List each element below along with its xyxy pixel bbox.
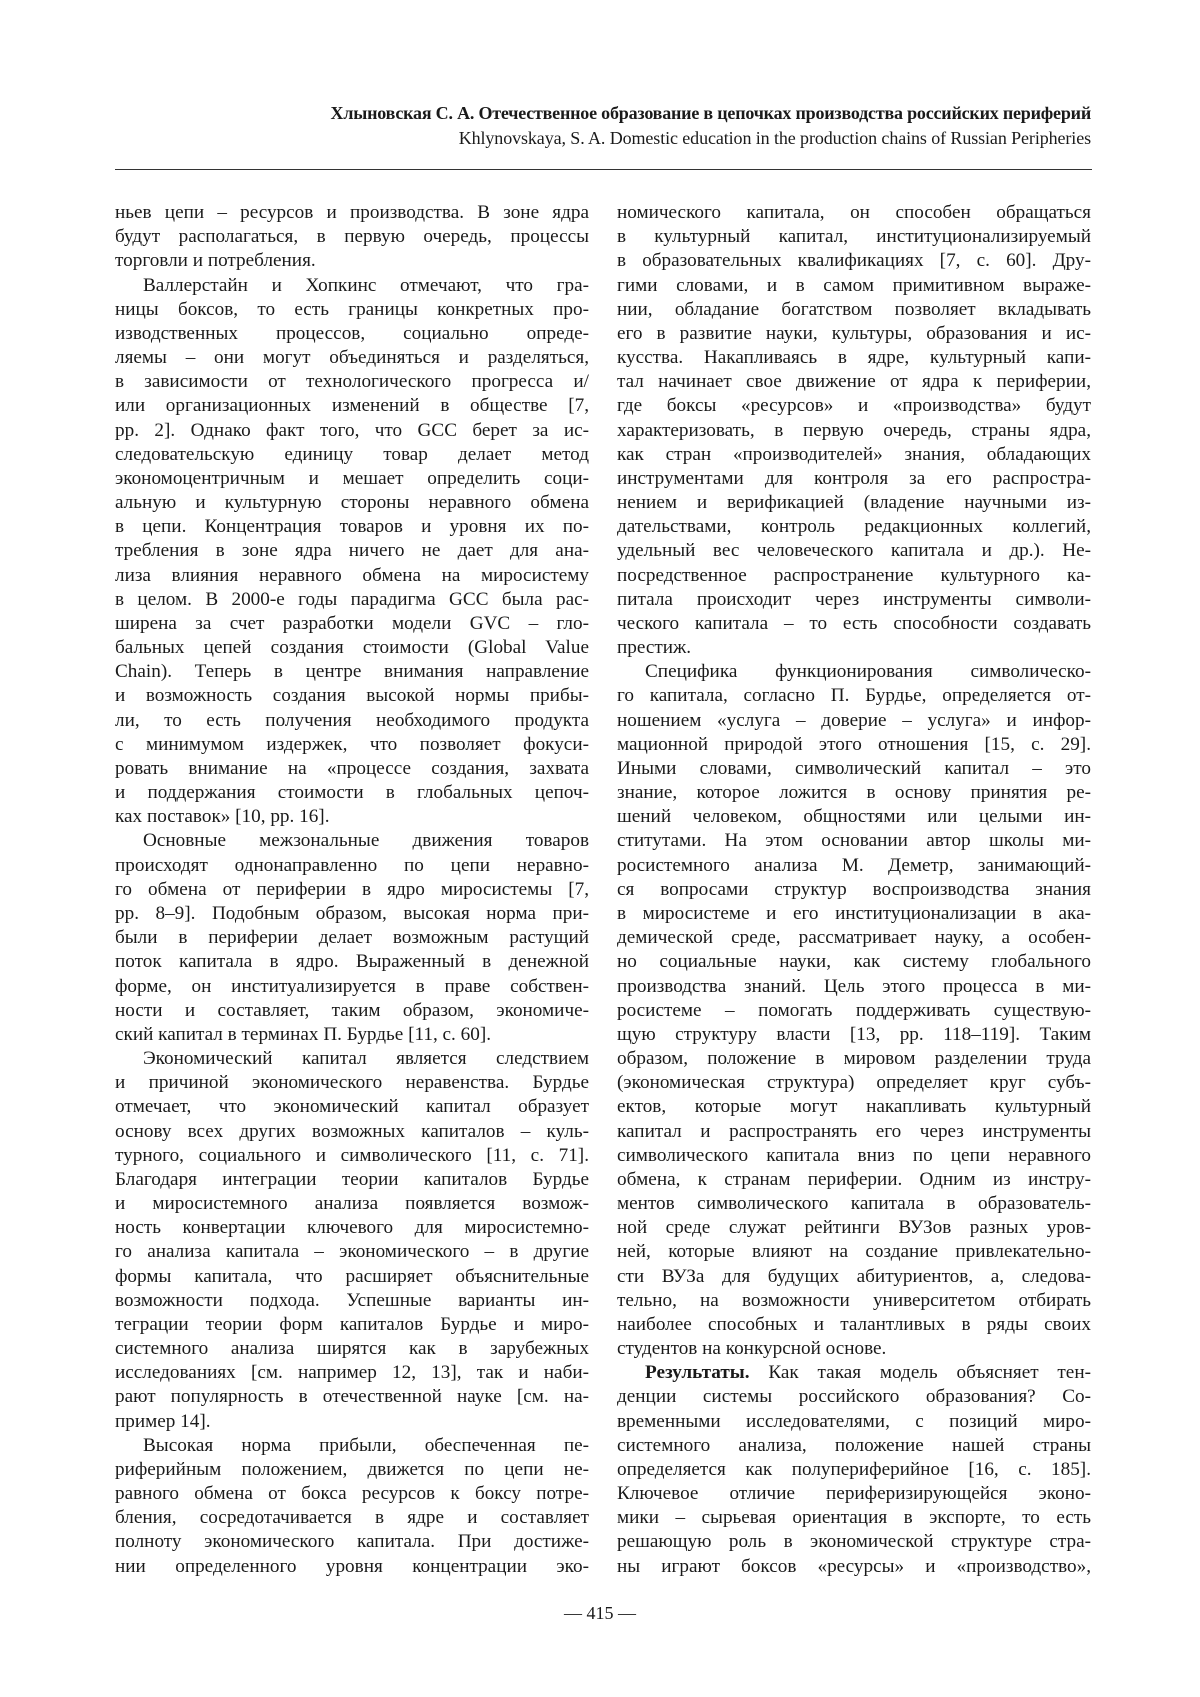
text-line: в целом. В 2000-е годы парадигма GCC была рас- [115, 588, 589, 612]
text-line: характеризовать, в первую очередь, страны ядра, [617, 419, 1091, 443]
text-line: альную и культурную стороны неравного обмена [115, 491, 589, 515]
text-line: студентов на конкурсной основе. [617, 1337, 1091, 1361]
text-line: ский капитал в терминах П. Бурдье [11, c. 60]. [115, 1023, 589, 1047]
text-line: и причиной экономического неравенства. Бурдье [115, 1071, 589, 1095]
text-line: решающую роль в экономической структуре стра- [617, 1530, 1091, 1554]
text-line: системного анализа, положение нашей страны [617, 1434, 1091, 1458]
text-line: ментов символического капитала в образователь- [617, 1192, 1091, 1216]
text-line: основу всех других возможных капиталов – куль- [115, 1120, 589, 1144]
text-line: щую структуру власти [13, pp. 118–119]. Таким [617, 1023, 1091, 1047]
page-number: — 415 — [0, 1603, 1200, 1624]
text-line: кусства. Накапливаясь в ядре, культурный капи- [617, 346, 1091, 370]
text-line: но социальные науки, как систему глобального [617, 950, 1091, 974]
text-line: в культурный капитал, институционализируемый [617, 225, 1091, 249]
section-heading-lead: Результаты. [645, 1362, 750, 1383]
text-line: демической среде, рассматривает науку, а особен- [617, 926, 1091, 950]
paragraph [115, 1047, 589, 1434]
text-line: определяется как полупериферийное [16, c. 185]. [617, 1458, 1091, 1482]
text-line: экономоцентричным и мешает определить соци- [115, 467, 589, 491]
text-line: требления в зоне ядра ничего не дает для ана- [115, 539, 589, 563]
text-line: мики – сырьевая ориентация в экспорте, то есть [617, 1506, 1091, 1530]
text-line: сти ВУЗа для будущих абитуриентов, а, следова- [617, 1265, 1091, 1289]
text-line: системного анализа ширятся как в зарубежных [115, 1337, 589, 1361]
text-line: удельный вес человеческого капитала и др.). Не- [617, 539, 1091, 563]
text-line: ность конвертации ключевого для миросистемно- [115, 1216, 589, 1240]
text-line: нии определенного уровня концентрации эко- [115, 1555, 589, 1579]
text-line: Основные межзональные движения товаров [115, 829, 589, 853]
text-line: лиза влияния неравного обмена на миросистему [115, 564, 589, 588]
text-line: образом, положение в мировом разделении труда [617, 1047, 1091, 1071]
text-line: бления, сосредотачивается в ядре и составляет [115, 1506, 589, 1530]
paragraph [115, 201, 589, 274]
text-line: Экономический капитал является следствием [115, 1047, 589, 1071]
text-line: наиболее способных и талантливых в ряды своих [617, 1313, 1091, 1337]
paragraph [115, 1434, 589, 1579]
text-line: форме, он институализируется в праве собствен- [115, 975, 589, 999]
text-line: где боксы «ресурсов» и «производства» будут [617, 394, 1091, 418]
text-line: были в периферии делает возможным растущий [115, 926, 589, 950]
text-line: Специфика функционирования символическо- [617, 660, 1091, 684]
text-line: денции системы российского образования? Со- [617, 1385, 1091, 1409]
text-line: следовательскую единицу товар делает метод [115, 443, 589, 467]
text-line: мационной природой этого отношения [15, c. 29]. [617, 733, 1091, 757]
text-line: номического капитала, он способен обращаться [617, 201, 1091, 225]
text-line: обмена, к странам периферии. Одним из инстру- [617, 1168, 1091, 1192]
text-line: в миросистеме и его институционализации в ака- [617, 902, 1091, 926]
text-line: исследованиях [см. например 12, 13], так и наби- [115, 1361, 589, 1385]
text-line: формы капитала, что расширяет объяснительные [115, 1265, 589, 1289]
text-line: Иными словами, символический капитал – это [617, 757, 1091, 781]
text-line: изводственных процессов, социально опреде- [115, 322, 589, 346]
text-line: происходят однонаправленно по цепи неравно- [115, 854, 589, 878]
text-line: возможности подхода. Успешные варианты ин- [115, 1289, 589, 1313]
text-line: ней, которые влияют на создание привлекательно- [617, 1240, 1091, 1264]
text-line: с минимумом издержек, что позволяет фокуси- [115, 733, 589, 757]
text-line: ляемы – они могут объединяться и разделяться, [115, 346, 589, 370]
text-line: pp. 2]. Однако факт того, что GCC берет за ис- [115, 419, 589, 443]
text-line: ся вопросами структур воспроизводства знания [617, 878, 1091, 902]
text-line: инструментами для контроля за его распростра- [617, 467, 1091, 491]
text-line: и возможность создания высокой нормы прибы- [115, 684, 589, 708]
text-line: Ключевое отличие периферизирующейся эконо- [617, 1482, 1091, 1506]
text-line: тал начинает свое движение от ядра к периферии, [617, 370, 1091, 394]
text-line: полноту экономического капитала. При достиже- [115, 1530, 589, 1554]
text-line: Благодаря интеграции теории капиталов Бурдье [115, 1168, 589, 1192]
paragraph [115, 274, 589, 830]
paragraph [617, 1361, 1091, 1579]
running-header-title: Хлыновская С. А. Отечественное образование в цепочках производства российских периферий [331, 103, 1091, 124]
text-line: торговли и потребления. [115, 249, 589, 273]
text-line: ности и составляет, таким образом, экономиче- [115, 999, 589, 1023]
text-line: или организационных изменений в обществе [7, [115, 394, 589, 418]
text-line: ницы боксов, то есть границы конкретных про- [115, 298, 589, 322]
text-line: в образовательных квалификациях [7, c. 60]. Дру- [617, 249, 1091, 273]
text-line: росистемного анализа М. Деметр, занимающий- [617, 854, 1091, 878]
text-line: ческого капитала – то есть способности создавать [617, 612, 1091, 636]
text-line: его в развитие науки, культуры, образования и ис- [617, 322, 1091, 346]
text-line: ширена за счет разработки модели GVC – гло- [115, 612, 589, 636]
text-line: го капитала, согласно П. Бурдье, определяется от- [617, 684, 1091, 708]
text-line: го анализа капитала – экономического – в другие [115, 1240, 589, 1264]
text-line: гими словами, и в самом примитивном выраже- [617, 274, 1091, 298]
text-line: ровать внимание на «процессе создания, захвата [115, 757, 589, 781]
text-line: ках поставок» [10, pp. 16]. [115, 805, 589, 829]
text-line: капитал и распространять его через инструменты [617, 1120, 1091, 1144]
text-line: ной среде служат рейтинги ВУЗов разных уров- [617, 1216, 1091, 1240]
text-line: риферийным положением, движется по цепи не- [115, 1458, 589, 1482]
text-line: и миросистемного анализа появляется возмож- [115, 1192, 589, 1216]
text-line: нии, обладание богатством позволяет вкладывать [617, 298, 1091, 322]
text-line: pp. 8–9]. Подобным образом, высокая норма при- [115, 902, 589, 926]
paragraph [617, 201, 1091, 660]
text-line: го обмена от периферии в ядро миросистемы [7, [115, 878, 589, 902]
header-rule [115, 169, 1092, 170]
text-line: будут располагаться, в первую очередь, процессы [115, 225, 589, 249]
text-line: росистеме – помогать поддерживать существую- [617, 999, 1091, 1023]
text-line: знание, которое ложится в основу принятия ре- [617, 781, 1091, 805]
running-header-subtitle: Khlynovskaya, S. A. Domestic education in the production chains of Russian Peripheries [459, 128, 1091, 149]
text-line: рают популярность в отечественной науке [см. на- [115, 1385, 589, 1409]
text-line: тельно, на возможности университетом отбирать [617, 1289, 1091, 1313]
text-line: теграции теории форм капиталов Бурдье и миро- [115, 1313, 589, 1337]
text-line: посредственное распространение культурного ка- [617, 564, 1091, 588]
text-line: и поддержания стоимости в глобальных цепоч- [115, 781, 589, 805]
paragraph [617, 660, 1091, 1361]
text-line: дательствами, контроль редакционных коллегий, [617, 515, 1091, 539]
paragraph [115, 829, 589, 1047]
text-line-rest: Как такая модель объясняет тен- [750, 1362, 1091, 1383]
text-line: отмечает, что экономический капитал образует [115, 1095, 589, 1119]
text-line: турного, социального и символического [11, c. 71]. [115, 1144, 589, 1168]
text-line: Высокая норма прибыли, обеспеченная пе- [115, 1434, 589, 1458]
text-line: бальных цепей создания стоимости (Global Value [115, 636, 589, 660]
text-line: равного обмена от бокса ресурсов к боксу потре- [115, 1482, 589, 1506]
text-line: символического капитала вниз по цепи неравного [617, 1144, 1091, 1168]
text-line: ны играют боксов «ресурсы» и «производство», [617, 1555, 1091, 1579]
text-line: Валлерстайн и Хопкинс отмечают, что гра- [115, 274, 589, 298]
text-line: Chain). Теперь в центре внимания направление [115, 660, 589, 684]
text-line: в зависимости от технологического прогресса и/ [115, 370, 589, 394]
text-line [617, 1361, 1091, 1385]
text-line: в цепи. Концентрация товаров и уровня их по- [115, 515, 589, 539]
right-column [617, 201, 1091, 1579]
text-line: поток капитала в ядро. Выраженный в денежной [115, 950, 589, 974]
left-column [115, 201, 589, 1579]
text-line: нением и верификацией (владение научными из- [617, 491, 1091, 515]
text-line: (экономическая структура) определяет круг субъ- [617, 1071, 1091, 1095]
text-line: шений человеком, общностями или целыми ин- [617, 805, 1091, 829]
text-line: ношением «услуга – доверие – услуга» и инфор- [617, 709, 1091, 733]
text-line: ньев цепи – ресурсов и производства. В зоне ядра [115, 201, 589, 225]
text-line: производства знаний. Цель этого процесса в ми- [617, 975, 1091, 999]
text-line: временными исследователями, с позиций миро- [617, 1410, 1091, 1434]
text-line: ститутами. На этом основании автор школы ми- [617, 829, 1091, 853]
text-line: ектов, которые могут накапливать культурный [617, 1095, 1091, 1119]
text-line: как стран «производителей» знания, обладающих [617, 443, 1091, 467]
text-line: ли, то есть получения необходимого продукта [115, 709, 589, 733]
text-line: престиж. [617, 636, 1091, 660]
text-line: пример 14]. [115, 1410, 589, 1434]
text-line: питала происходит через инструменты символи- [617, 588, 1091, 612]
